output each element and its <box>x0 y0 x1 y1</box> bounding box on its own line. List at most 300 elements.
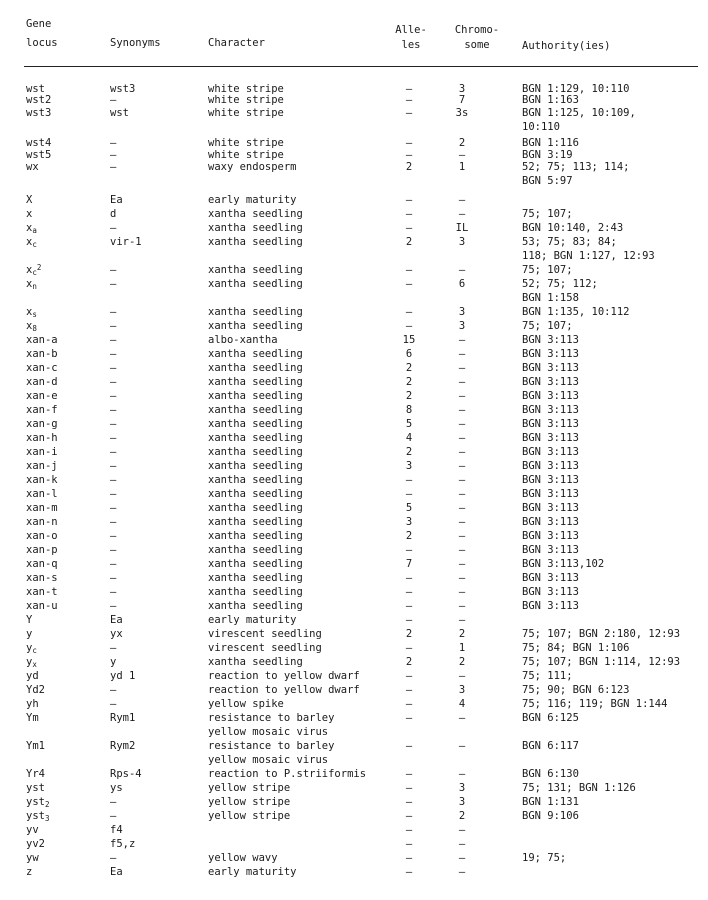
gene-locus: xan-q <box>26 558 58 570</box>
locus-superscript: 2 <box>36 263 42 272</box>
authorities: BGN 6:117 <box>522 740 579 752</box>
synonym: – <box>110 474 117 486</box>
alleles-count: – <box>405 698 413 710</box>
character: xantha seedling <box>208 348 303 360</box>
authorities: 75; 107; BGN 2:180, 12:93 <box>522 628 681 640</box>
header-alleles: Alle- les <box>395 24 427 51</box>
synonym: – <box>110 161 117 173</box>
synonym: y <box>110 656 117 668</box>
chromosome: 3 <box>458 306 466 318</box>
synonym: Ea <box>110 866 123 878</box>
alleles-count: 8 <box>405 404 413 416</box>
synonym: – <box>110 446 117 458</box>
authority-line: BGN 1:125, 10:109, <box>522 107 636 119</box>
authorities: BGN 3:113 <box>522 418 579 430</box>
chromosome: – <box>458 264 466 276</box>
chromosome: – <box>458 348 466 360</box>
chromosome: 2 <box>458 628 466 640</box>
gene-locus: xan-n <box>26 516 58 528</box>
synonym: Rym2 <box>110 740 136 752</box>
locus-subscript: 3 <box>44 814 50 823</box>
alleles-count: 2 <box>405 362 413 374</box>
chromosome: 2 <box>458 656 466 668</box>
chromosome: 6 <box>458 278 466 290</box>
alleles-count: – <box>405 306 413 318</box>
alleles-count: – <box>405 208 413 220</box>
gene-locus: Ym <box>26 712 39 724</box>
authorities: BGN 3:113 <box>522 446 579 458</box>
character: xantha seedling <box>208 572 303 584</box>
gene-locus: xan-k <box>26 474 58 486</box>
chromosome: – <box>458 572 466 584</box>
gene-locus: xan-d <box>26 376 58 388</box>
authorities <box>522 162 629 187</box>
synonym: – <box>110 362 117 374</box>
synonym: – <box>110 796 117 808</box>
character: xantha seedling <box>208 558 303 570</box>
character-line: resistance to barley <box>208 740 335 752</box>
chromosome: – <box>458 516 466 528</box>
gene-locus: wst4 <box>26 137 52 149</box>
gene-locus: xan-p <box>26 544 58 556</box>
gene-locus: yw <box>26 852 39 864</box>
authorities: BGN 1:163 <box>522 94 579 106</box>
gene-locus: xan-j <box>26 460 58 472</box>
locus-subscript: x <box>32 660 37 669</box>
alleles-count: – <box>405 866 413 878</box>
synonym: – <box>110 306 117 318</box>
character: xantha seedling <box>208 488 303 500</box>
chromosome: – <box>458 488 466 500</box>
character: yellow stripe <box>208 782 291 794</box>
alleles-count: – <box>405 107 413 119</box>
alleles-count: – <box>405 544 413 556</box>
alleles-count: 5 <box>405 502 413 514</box>
alleles-count: – <box>405 488 413 500</box>
character: xantha seedling <box>208 222 303 234</box>
synonym: – <box>110 390 117 402</box>
alleles-count: – <box>405 264 413 276</box>
authorities: 75; 131; BGN 1:126 <box>522 782 636 794</box>
chromosome: – <box>458 418 466 430</box>
character: yellow stripe <box>208 796 291 808</box>
synonym: – <box>110 544 117 556</box>
alleles-count: 2 <box>405 656 413 668</box>
header-gene-locus: Gene locus <box>26 18 58 49</box>
synonym: – <box>110 502 117 514</box>
gene-locus: z <box>26 866 33 878</box>
chromosome: – <box>458 544 466 556</box>
gene-locus: X <box>26 194 33 206</box>
authorities: 75; 107; <box>522 264 573 276</box>
character: virescent seedling <box>208 642 322 654</box>
authorities <box>522 108 636 133</box>
gene-locus: xan-o <box>26 530 58 542</box>
character-line: yellow mosaic virus <box>208 754 329 766</box>
authorities: BGN 3:113 <box>522 516 579 528</box>
synonym: – <box>110 460 117 472</box>
chromosome: – <box>458 390 466 402</box>
chromosome: – <box>458 670 466 682</box>
character: xantha seedling <box>208 586 303 598</box>
alleles-count: – <box>405 852 413 864</box>
character: white stripe <box>208 94 284 106</box>
character: albo-xantha <box>208 334 278 346</box>
synonym: – <box>110 418 117 430</box>
locus-subscript: c <box>32 268 37 277</box>
authority-line: BGN 5:97 <box>522 175 573 187</box>
chromosome: 4 <box>458 698 466 710</box>
synonym: – <box>110 530 117 542</box>
synonym: – <box>110 348 117 360</box>
gene-locus: yst$_2$ <box>26 796 50 809</box>
authority-line: 118; BGN 1:127, 12:93 <box>522 250 655 262</box>
chromosome: – <box>458 502 466 514</box>
alleles-count: – <box>405 740 413 752</box>
character: white stripe <box>208 137 284 149</box>
gene-locus: xan-g <box>26 418 58 430</box>
character <box>208 713 334 738</box>
synonym: Rps-4 <box>110 768 142 780</box>
authorities: BGN 3:113 <box>522 488 579 500</box>
authorities: BGN 3:19 <box>522 149 573 161</box>
authorities: BGN 3:113 <box>522 572 579 584</box>
character: reaction to yellow dwarf <box>208 684 360 696</box>
gene-locus: Yd2 <box>26 684 45 696</box>
synonym: – <box>110 642 117 654</box>
synonym: f5,z <box>110 838 136 850</box>
synonym: – <box>110 586 117 598</box>
header-synonyms: Synonyms <box>110 37 161 49</box>
synonym: yd 1 <box>110 670 136 682</box>
authorities: BGN 3:113 <box>522 530 579 542</box>
character: xantha seedling <box>208 502 303 514</box>
character: xantha seedling <box>208 390 303 402</box>
authorities: 75; 90; BGN 6:123 <box>522 684 630 696</box>
gene-locus: wst2 <box>26 94 52 106</box>
synonym: Ea <box>110 614 123 626</box>
authorities: BGN 3:113 <box>522 432 579 444</box>
alleles-count: 5 <box>405 418 413 430</box>
character: xantha seedling <box>208 446 303 458</box>
gene-locus: $x_s$ <box>26 306 37 319</box>
alleles-count: – <box>405 474 413 486</box>
gene-locus: wst5 <box>26 149 52 161</box>
chromosome: – <box>458 838 466 850</box>
authorities: BGN 3:113 <box>522 544 579 556</box>
synonym: – <box>110 572 117 584</box>
locus-subscript: 2 <box>44 800 50 809</box>
synonym: Ea <box>110 194 123 206</box>
header-character: Character <box>208 37 265 49</box>
synonym: – <box>110 149 117 161</box>
locus-subscript: s <box>32 310 37 319</box>
authorities: BGN 3:113 <box>522 376 579 388</box>
gene-locus: y <box>26 628 33 640</box>
chromosome: – <box>458 852 466 864</box>
authorities: BGN 3:113 <box>522 502 579 514</box>
character: xantha seedling <box>208 432 303 444</box>
alleles-count: – <box>405 838 413 850</box>
chromosome: 2 <box>458 810 466 822</box>
alleles-count: – <box>405 320 413 332</box>
alleles-count: 15 <box>402 334 416 346</box>
authorities <box>522 237 655 262</box>
gene-locus: $y_x$ <box>26 656 37 669</box>
alleles-count: 2 <box>405 446 413 458</box>
gene-locus: $x_c^2$ <box>26 263 42 277</box>
gene-locus: $y_c$ <box>26 642 37 655</box>
character: xantha seedling <box>208 264 303 276</box>
chromosome: 3 <box>458 320 466 332</box>
chromosome: 1 <box>458 642 466 654</box>
alleles-count: – <box>405 642 413 654</box>
chromosome: – <box>458 866 466 878</box>
chromosome: 1 <box>458 161 466 173</box>
authorities: BGN 6:125 <box>522 712 579 724</box>
authorities: 75; 84; BGN 1:106 <box>522 642 630 654</box>
header-authorities: Authority(ies) <box>522 40 611 52</box>
gene-locus: xan-m <box>26 502 58 514</box>
character: xantha seedling <box>208 306 303 318</box>
chromosome: – <box>458 712 466 724</box>
locus-subscript: 8 <box>32 324 37 333</box>
synonym: – <box>110 222 117 234</box>
authorities: BGN 3:113 <box>522 362 579 374</box>
chromosome: 3 <box>458 684 466 696</box>
chromosome: – <box>458 149 466 161</box>
character: white stripe <box>208 83 284 95</box>
alleles-count: 2 <box>405 376 413 388</box>
gene-locus: $x_c$ <box>26 236 37 249</box>
gene-locus: xan-l <box>26 488 58 500</box>
synonym: wst <box>110 107 129 119</box>
gene-locus: $x_n$ <box>26 278 37 291</box>
gene-locus: yst <box>26 782 45 794</box>
gene-locus: xan-u <box>26 600 58 612</box>
authorities: BGN 3:113 <box>522 586 579 598</box>
chromosome: – <box>458 740 466 752</box>
chromosome: 3 <box>458 782 466 794</box>
synonym: – <box>110 684 117 696</box>
synonym: – <box>110 334 117 346</box>
chromosome: IL <box>455 222 469 234</box>
chromosome: – <box>458 530 466 542</box>
alleles-count: 2 <box>405 530 413 542</box>
authority-line: 52; 75; 113; 114; <box>522 161 630 173</box>
character: waxy endosperm <box>208 161 297 173</box>
authority-line: BGN 1:158 <box>522 292 579 304</box>
character: white stripe <box>208 149 284 161</box>
chromosome: 3 <box>458 796 466 808</box>
character-line: yellow mosaic virus <box>208 726 329 738</box>
gene-locus: xan-s <box>26 572 58 584</box>
chromosome: – <box>458 446 466 458</box>
gene-locus: Ym1 <box>26 740 45 752</box>
gene-locus: xan-b <box>26 348 58 360</box>
synonym: – <box>110 810 117 822</box>
authorities: BGN 1:116 <box>522 137 579 149</box>
authorities: BGN 3:113 <box>522 404 579 416</box>
character: xantha seedling <box>208 362 303 374</box>
locus-subscript: c <box>32 646 37 655</box>
chromosome: – <box>458 558 466 570</box>
chromosome: – <box>458 586 466 598</box>
character: xantha seedling <box>208 656 303 668</box>
authorities: 75; 107; <box>522 208 573 220</box>
character: xantha seedling <box>208 278 303 290</box>
alleles-count: – <box>405 83 413 95</box>
chromosome: – <box>458 824 466 836</box>
synonym: – <box>110 94 117 106</box>
character: xantha seedling <box>208 320 303 332</box>
alleles-count: 7 <box>405 558 413 570</box>
alleles-count: – <box>405 94 413 106</box>
gene-locus: xan-a <box>26 334 58 346</box>
authorities: 75; 116; 119; BGN 1:144 <box>522 698 668 710</box>
character: xantha seedling <box>208 376 303 388</box>
character <box>208 741 334 766</box>
alleles-count: – <box>405 796 413 808</box>
synonym: – <box>110 698 117 710</box>
authorities: BGN 3:113,102 <box>522 558 605 570</box>
authorities <box>522 279 598 304</box>
alleles-count: – <box>405 137 413 149</box>
alleles-count: – <box>405 712 413 724</box>
alleles-count: – <box>405 278 413 290</box>
authorities: BGN 10:140, 2:43 <box>522 222 624 234</box>
alleles-count: – <box>405 684 413 696</box>
authorities: BGN 6:130 <box>522 768 579 780</box>
character: early maturity <box>208 866 297 878</box>
character: xantha seedling <box>208 474 303 486</box>
alleles-count: 6 <box>405 348 413 360</box>
character: xantha seedling <box>208 460 303 472</box>
synonym: – <box>110 404 117 416</box>
authorities: BGN 1:135, 10:112 <box>522 306 630 318</box>
synonym: – <box>110 264 117 276</box>
character: yellow wavy <box>208 852 278 864</box>
synonym: – <box>110 278 117 290</box>
authorities: BGN 3:113 <box>522 348 579 360</box>
chromosome: – <box>458 362 466 374</box>
synonym: wst3 <box>110 83 136 95</box>
locus-subscript: c <box>32 240 37 249</box>
locus-subscript: n <box>32 282 37 291</box>
gene-locus: wst3 <box>26 107 52 119</box>
authorities: BGN 3:113 <box>522 474 579 486</box>
synonym: yx <box>110 628 123 640</box>
chromosome: – <box>458 474 466 486</box>
character: virescent seedling <box>208 628 322 640</box>
gene-locus: xan-h <box>26 432 58 444</box>
authorities: 75; 111; <box>522 670 573 682</box>
gene-locus: yst$_3$ <box>26 810 50 823</box>
chromosome: 3 <box>458 236 466 248</box>
header-chromosome: Chromo- some <box>454 24 500 51</box>
synonym: – <box>110 376 117 388</box>
alleles-count: 2 <box>405 236 413 248</box>
alleles-count: – <box>405 810 413 822</box>
character: xantha seedling <box>208 208 303 220</box>
authorities: BGN 1:129, 10:110 <box>522 83 630 95</box>
character: xantha seedling <box>208 530 303 542</box>
authorities: 75; 107; BGN 1:114, 12:93 <box>522 656 681 668</box>
chromosome: – <box>458 600 466 612</box>
chromosome: 3s <box>455 107 469 119</box>
synonym: – <box>110 137 117 149</box>
synonym: – <box>110 558 117 570</box>
authorities: BGN 3:113 <box>522 334 579 346</box>
chromosome: 2 <box>458 137 466 149</box>
gene-locus: yv2 <box>26 838 45 850</box>
authority-line: 53; 75; 83; 84; <box>522 236 617 248</box>
gene-locus: xan-e <box>26 390 58 402</box>
authorities: BGN 3:113 <box>522 460 579 472</box>
character-line: resistance to barley <box>208 712 335 724</box>
synonym: vir-1 <box>110 236 142 248</box>
chromosome: – <box>458 432 466 444</box>
character: xantha seedling <box>208 236 303 248</box>
character: reaction to P.striiformis <box>208 768 367 780</box>
character: yellow spike <box>208 698 284 710</box>
gene-locus: x <box>26 208 33 220</box>
authorities: BGN 3:113 <box>522 600 579 612</box>
gene-locus: xan-t <box>26 586 58 598</box>
synonym: ys <box>110 782 123 794</box>
chromosome: – <box>458 768 466 780</box>
character: xantha seedling <box>208 404 303 416</box>
authorities: BGN 1:131 <box>522 796 579 808</box>
chromosome: – <box>458 404 466 416</box>
character: yellow stripe <box>208 810 291 822</box>
locus-subscript: a <box>32 226 37 235</box>
alleles-count: – <box>405 670 413 682</box>
authorities: BGN 3:113 <box>522 390 579 402</box>
alleles-count: – <box>405 824 413 836</box>
synonym: – <box>110 320 117 332</box>
alleles-count: – <box>405 600 413 612</box>
gene-locus: xan-i <box>26 446 58 458</box>
alleles-count: 2 <box>405 390 413 402</box>
gene-locus: xan-f <box>26 404 58 416</box>
character: xantha seedling <box>208 516 303 528</box>
chromosome: – <box>458 334 466 346</box>
gene-locus: yd <box>26 670 39 682</box>
gene-locus: xan-c <box>26 362 58 374</box>
character: early maturity <box>208 194 297 206</box>
synonym: d <box>110 208 117 220</box>
chromosome: 3 <box>458 83 466 95</box>
chromosome: – <box>458 376 466 388</box>
alleles-count: 4 <box>405 432 413 444</box>
authorities: 75; 107; <box>522 320 573 332</box>
authorities: 19; 75; <box>522 852 567 864</box>
character: xantha seedling <box>208 418 303 430</box>
character: early maturity <box>208 614 297 626</box>
character: white stripe <box>208 107 284 119</box>
chromosome: – <box>458 614 466 626</box>
alleles-count: – <box>405 586 413 598</box>
gene-locus: yh <box>26 698 39 710</box>
chromosome: – <box>458 460 466 472</box>
synonym: – <box>110 432 117 444</box>
synonym: f4 <box>110 824 123 836</box>
alleles-count: – <box>405 149 413 161</box>
alleles-count: – <box>405 222 413 234</box>
character: xantha seedling <box>208 544 303 556</box>
gene-locus: wx <box>26 161 39 173</box>
